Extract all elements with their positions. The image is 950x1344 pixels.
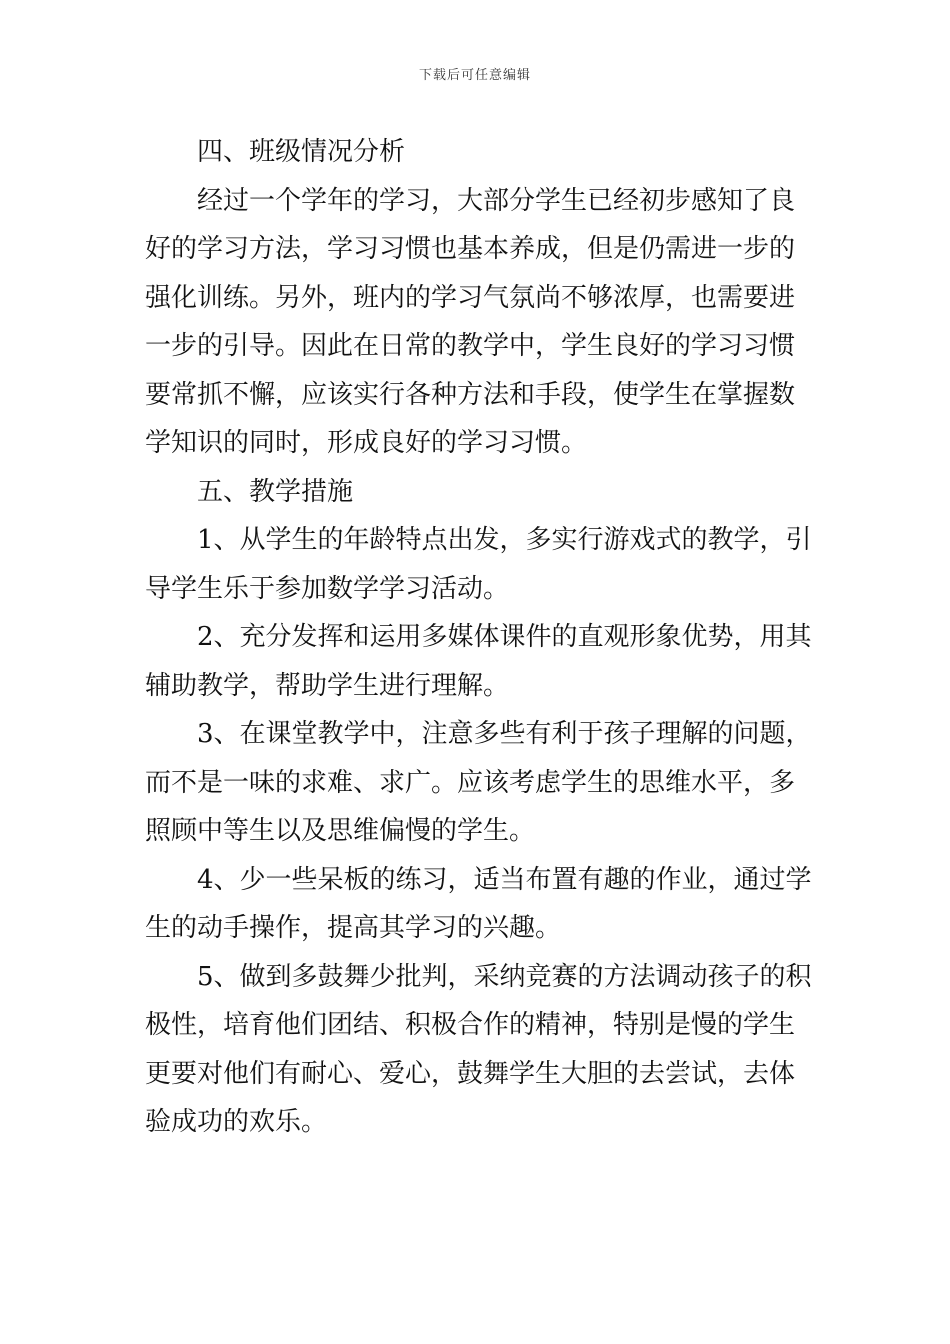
list-item-line: 1、从学生的年龄特点出发，多实行游戏式的教学，引 xyxy=(197,525,812,555)
list-item-line: 3、在课堂教学中，注意多些有利于孩子理解的问题， xyxy=(197,719,812,749)
list-item-line: 2、充分发挥和运用多媒体课件的直观形象优势，用其 xyxy=(197,622,812,652)
measure-item-1 xyxy=(145,516,813,613)
list-item-line: 验成功的欢乐。 xyxy=(145,1107,328,1137)
paragraph-line: 学知识的同时，形成良好的学习习惯。 xyxy=(145,428,588,458)
section-heading-class-analysis xyxy=(145,128,813,177)
document-body xyxy=(145,128,813,1147)
list-item-line: 4、少一些呆板的练习，适当布置有趣的作业，通过学 xyxy=(197,864,812,895)
paragraph-line: 强化训练。另外，班内的学习气氛尚不够浓厚，也需要进 xyxy=(145,282,796,313)
list-item-line: 照顾中等生以及思维偏慢的学生。 xyxy=(145,816,536,846)
list-item-line: 导学生乐于参加数学学习活动。 xyxy=(145,573,510,604)
page-header: 下载后可任意编辑 xyxy=(418,68,531,83)
heading-line: 四、班级情况分析 xyxy=(197,137,406,167)
measure-item-5 xyxy=(145,953,813,1147)
list-item-line: 而不是一味的求难、求广。应该考虑学生的思维水平，多 xyxy=(145,767,796,798)
measure-item-4 xyxy=(145,856,813,953)
list-item-line: 生的动手操作，提高其学习的兴趣。 xyxy=(145,913,562,943)
list-item-line: 5、做到多鼓舞少批判，采纳竞赛的方法调动孩子的积 xyxy=(197,961,812,992)
list-item-line: 辅助教学，帮助学生进行理解。 xyxy=(145,670,510,701)
measure-item-3 xyxy=(145,710,813,856)
paragraph-line: 经过一个学年的学习，大部分学生已经初步感知了良 xyxy=(197,185,796,216)
list-item-line: 极性，培育他们团结、积极合作的精神，特别是慢的学生 xyxy=(145,1010,796,1040)
list-item-line: 更要对他们有耐心、爱心，鼓舞学生大胆的去尝试，去体 xyxy=(145,1058,796,1089)
measure-item-2 xyxy=(145,613,813,710)
section-heading-teaching-measures xyxy=(145,468,813,517)
heading-line: 五、教学措施 xyxy=(197,476,354,507)
paragraph-line: 一步的引导。因此在日常的教学中，学生良好的学习习惯 xyxy=(145,331,796,361)
paragraph-line: 好的学习方法，学习习惯也基本养成，但是仍需进一步的 xyxy=(145,234,796,264)
paragraph-line: 要常抓不懈，应该实行各种方法和手段，使学生在掌握数 xyxy=(145,379,796,410)
paragraph-class-analysis xyxy=(145,177,813,468)
